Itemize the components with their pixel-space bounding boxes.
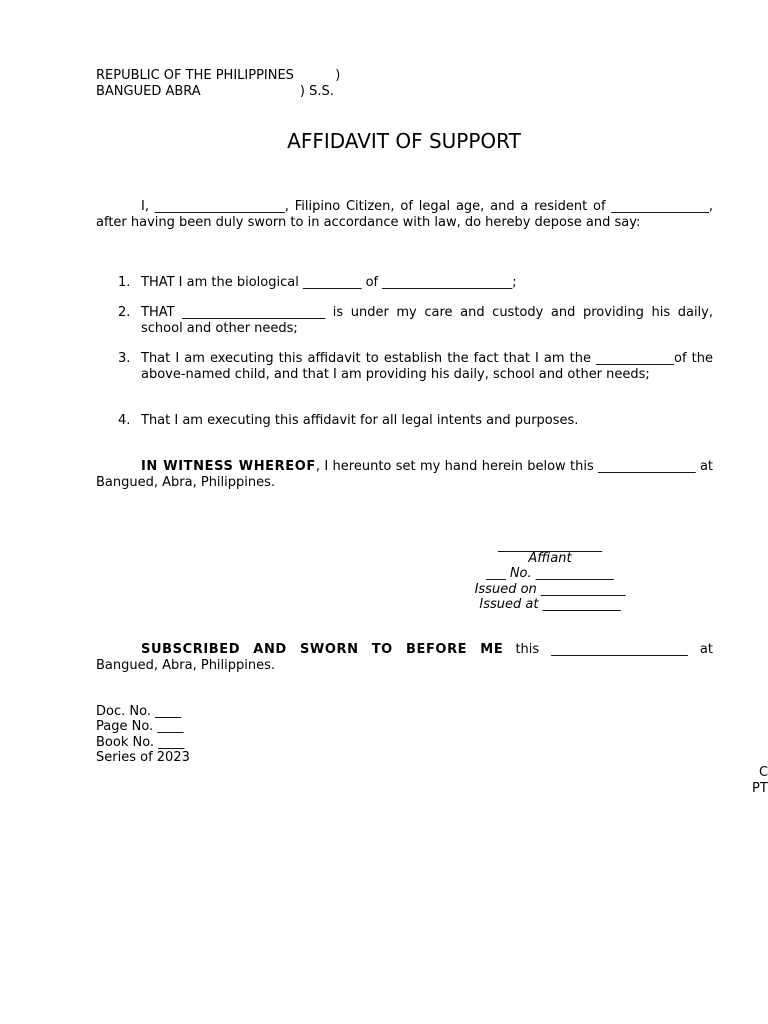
venue-line-republic: REPUBLIC OF THE PHILIPPINES ) — [96, 68, 341, 83]
intro-paragraph: I, ____________________, Filipino Citizen, of legal age, and a resident of _______________, after having been duly sworn to in accordance with law, do hereby depose and say: — [96, 199, 713, 230]
subscribed-paragraph — [96, 642, 713, 673]
witness-heading: IN WITNESS WHEREOF — [141, 459, 316, 474]
series-year: Series of 2023 — [96, 750, 190, 765]
book-number: Book No. ____ — [96, 735, 185, 750]
list-item-number: 1. — [118, 275, 131, 290]
cutoff-text: PT — [752, 781, 768, 796]
document-title: AFFIDAVIT OF SUPPORT — [287, 129, 521, 153]
id-number-field: ___ No. ____________ — [486, 566, 614, 581]
subscribed-heading: SUBSCRIBED AND SWORN TO BEFORE ME — [141, 642, 504, 657]
witness-paragraph — [96, 459, 713, 490]
subscribed-text: this _____________________ at Bangued, Abra, Philippines. — [96, 642, 713, 673]
list-item-text: THAT I am the biological _________ of ____________________; — [141, 275, 517, 290]
list-item-number: 2. — [118, 305, 131, 320]
list-item-text: That I am executing this affidavit for all legal intents and purposes. — [141, 413, 579, 428]
list-item-number: 3. — [118, 351, 131, 366]
issued-at-field: Issued at ____________ — [479, 597, 621, 612]
signature-line: ________________ — [498, 538, 602, 553]
page-number: Page No. ____ — [96, 719, 184, 734]
cutoff-text: C — [759, 765, 768, 780]
list-item-text: That I am executing this affidavit to establish the fact that I am the ____________of the above-named child, and that I am providing his daily, school and other needs; — [141, 351, 713, 382]
affiant-label: Affiant — [528, 551, 572, 566]
issued-on-field: Issued on _____________ — [474, 582, 626, 597]
list-item-number: 4. — [118, 413, 131, 428]
witness-text: , I hereunto set my hand herein below this _______________ at Bangued, Abra, Philippines. — [96, 459, 714, 490]
venue-line-bangued: BANGUED ABRA ) S.S. — [96, 84, 334, 99]
list-item-text: THAT ______________________ is under my care and custody and providing his daily, school and other needs; — [141, 305, 713, 336]
doc-number: Doc. No. ____ — [96, 704, 182, 719]
